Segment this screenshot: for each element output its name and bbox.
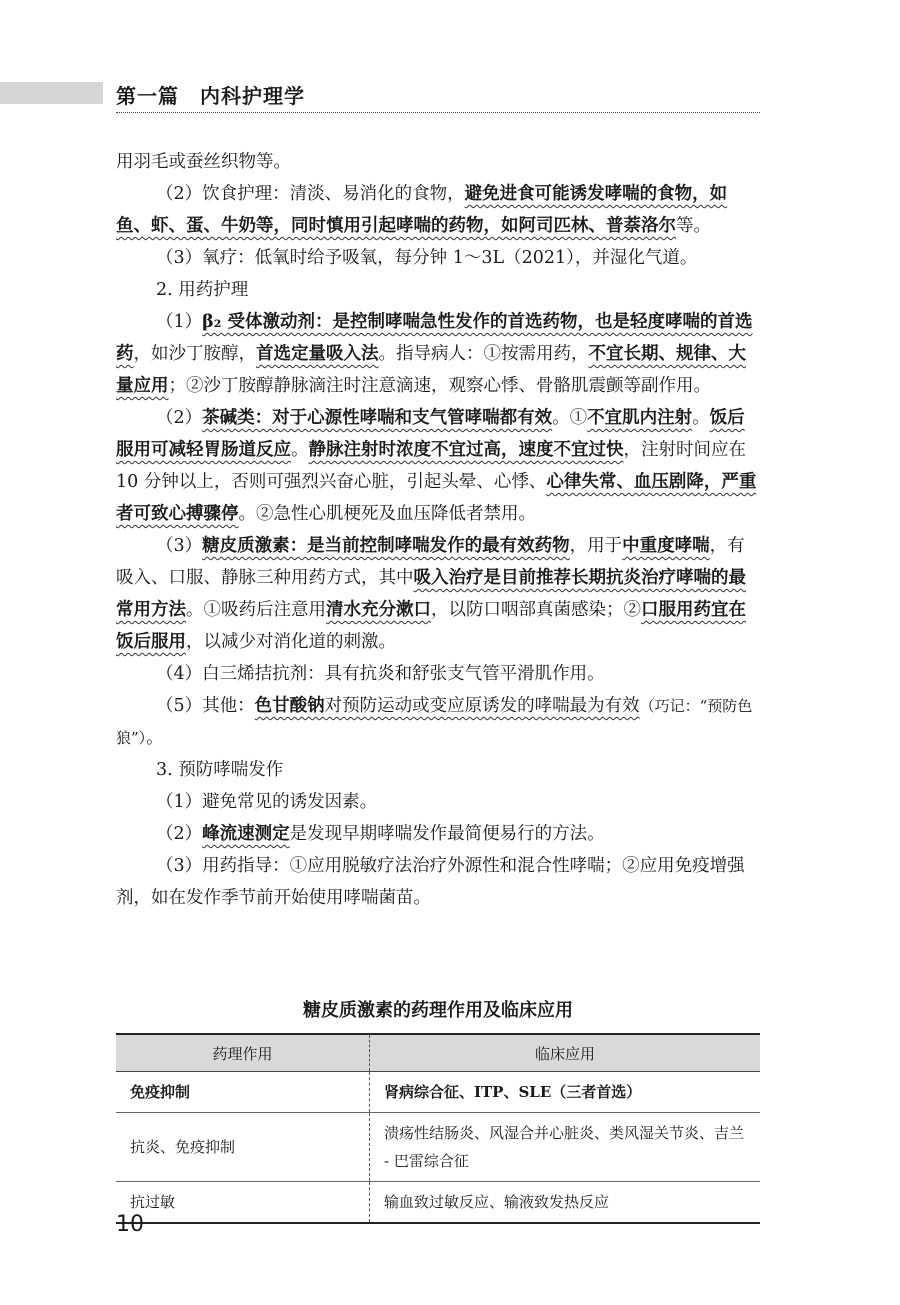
table-row (116, 1113, 760, 1182)
emphasis: 色甘酸钠 (254, 696, 325, 716)
table-row (116, 1072, 760, 1113)
section-heading: 2. 用药护理 (156, 280, 249, 300)
emphasis: 避免进食可能诱发哮喘的食物，如鱼、虾、蛋、牛奶等，同时慎用引起哮喘的药物，如阿司匹林、普萘洛尔 (116, 184, 728, 236)
paragraph-diet: （2）饮食护理：清淡、易消化的食物，避免进食可能诱发哮喘的食物，如鱼、虾、蛋、牛奶等，同时慎用引起哮喘的药物，如阿司匹林、普萘洛尔等。 (116, 184, 728, 236)
emphasis: β₂ 受体激动剂：是控制哮喘急性发作的首选药物，也是轻度哮喘的首选药 (116, 312, 753, 364)
table-cell: 肾病综合征、ITP、SLE（三者首选） (370, 1072, 761, 1113)
emphasis: 首选定量吸入法 (256, 344, 379, 364)
table-row (116, 1182, 760, 1224)
drug-table (116, 1033, 760, 1224)
paragraph-theophylline: （2）茶碱类：对于心源性哮喘和支气管哮喘都有效。①不宜肌内注射。饭后服用可减轻胃肠道反应。静脉注射时浓度不宜过高，速度不宜过快，注射时间应在 10 分钟以上，否则可强烈兴奋心脏，引起头晕、心悸、心律失常、血压剧降，严重者可致心搏骤停。②急性心肌梗死及血压降低者禁用。 (116, 408, 757, 524)
emphasis: 糖皮质激素：是当前控制哮喘发作的最有效药物 (202, 536, 570, 556)
header-divider (116, 112, 760, 113)
emphasis: 饭后服用可减轻胃肠道反应 (116, 408, 745, 460)
emphasis: 中重度哮喘 (622, 536, 710, 556)
section-heading: 3. 预防哮喘发作 (156, 760, 284, 780)
paragraph-guidance: （3）用药指导：①应用脱敏疗法治疗外源性和混合性哮喘；②应用免疫增强剂，如在发作季节前开始使用哮喘菌苗。 (116, 856, 745, 908)
table-cell: 溃疡性结肠炎、风湿合并心脏炎、类风湿关节炎、吉兰 - 巴雷综合征 (370, 1113, 761, 1182)
table-caption: 糖皮质激素的药理作用及临床应用 (303, 1000, 573, 1021)
paragraph-peak-flow: （2）峰流速测定是发现早期哮喘发作最简便易行的方法。 (156, 824, 605, 844)
header-band (0, 82, 103, 104)
paragraph-glucocorticoid: （3）糖皮质激素：是当前控制哮喘发作的最有效药物，用于中重度哮喘，有吸入、口服、静脉三种用药方式，其中吸入治疗是目前推荐长期抗炎治疗哮喘的最常用方法。①吸药后注意用清水充分漱口，以防口咽部真菌感染；②口服用药宜在饭后服用，以减少对消化道的刺激。 (116, 536, 746, 652)
emphasis: 峰流速测定 (202, 824, 290, 844)
emphasis: 清水充分漱口 (326, 600, 431, 620)
paragraph-oxygen: （3）氧疗：低氧时给予吸氧，每分钟 1～3L（2021），并湿化气道。 (156, 248, 698, 268)
table-cell: 免疫抑制 (116, 1072, 370, 1113)
table-cell: 输血致过敏反应、输液致发热反应 (384, 1193, 610, 1211)
emphasis: 不宜肌内注射 (587, 408, 693, 428)
paragraph-other: （5）其他：色甘酸钠对预防运动或变应原诱发的哮喘最为有效（巧记：“预防色狼”）。 (116, 696, 753, 748)
emphasis: 茶碱类：对于心源性哮喘和支气管哮喘都有效 (202, 408, 553, 428)
paragraph-beta2: （1）β₂ 受体激动剂：是控制哮喘急性发作的首选药物，也是轻度哮喘的首选药，如沙丁胺醇，首选定量吸入法。指导病人：①按需用药，不宜长期、规律、大量应用；②沙丁胺醇静脉滴注时注意滴速，观察心悸、骨骼肌震颤等副作用。 (116, 312, 753, 396)
column-header: 药理作用 (116, 1034, 370, 1072)
emphasis: 口服用药宜在饭后服用 (116, 600, 746, 652)
page-number: 10 (116, 1212, 144, 1237)
emphasis: 吸入治疗是目前推荐长期抗炎治疗哮喘的最常用方法 (116, 568, 746, 620)
emphasis: 对预防运动或变应原诱发的哮喘最为有效 (324, 696, 640, 716)
paragraph: 用羽毛或蚕丝织物等。 (116, 152, 291, 172)
column-header: 临床应用 (370, 1034, 761, 1072)
emphasis: 心律失常、血压剧降，严重者可致心搏骤停 (116, 472, 757, 524)
table-cell: 抗炎、免疫抑制 (116, 1113, 370, 1182)
paragraph-trigger: （1）避免常见的诱发因素。 (156, 792, 378, 812)
emphasis: 不宜长期、规律、大量应用 (116, 344, 746, 396)
emphasis: 静脉注射时浓度不宜过高，速度不宜过快 (308, 440, 624, 460)
body-text (116, 146, 760, 914)
mnemonic-tip: （巧记：“预防色狼”） (116, 697, 753, 747)
paragraph-leukotriene: （4）白三烯拮抗剂：具有抗炎和舒张支气管平滑肌作用。 (156, 664, 605, 684)
table-cell: 抗过敏 (116, 1182, 370, 1224)
table-header-row (116, 1034, 760, 1072)
chapter-title: 第一篇 内科护理学 (116, 84, 305, 108)
